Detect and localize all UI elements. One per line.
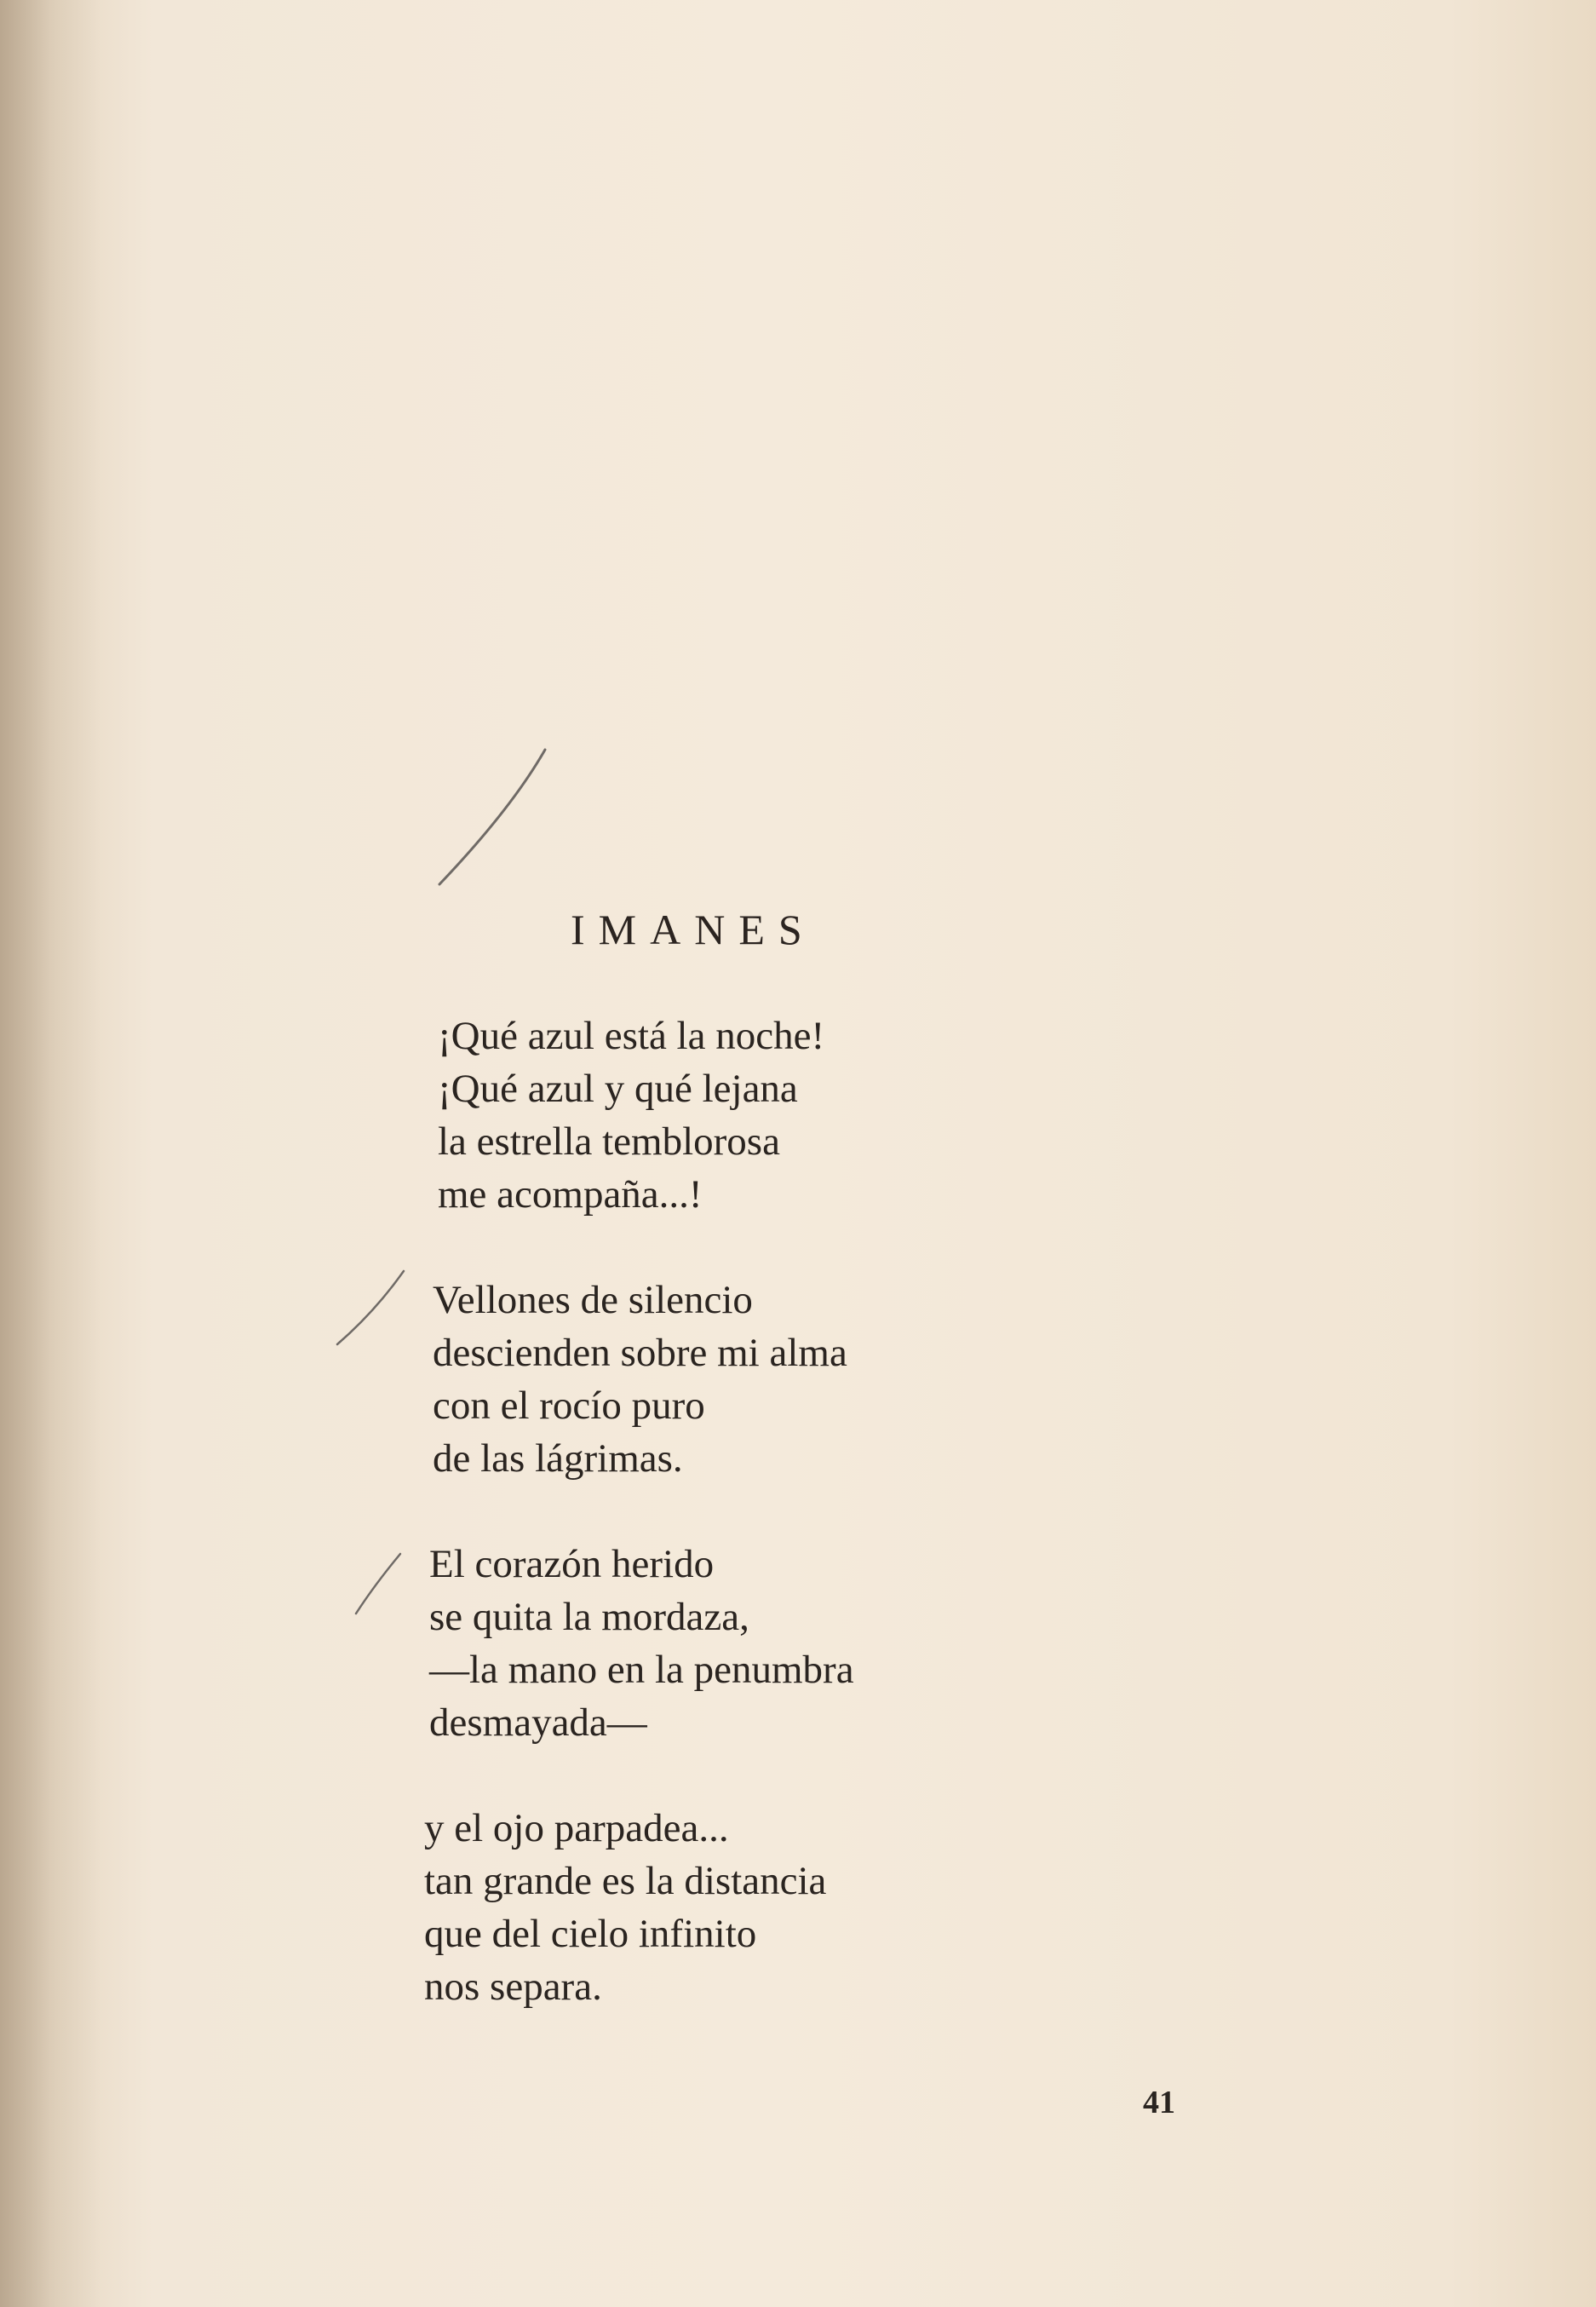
page-number: 41 bbox=[1143, 2085, 1175, 2120]
poem-line: desmayada— bbox=[429, 1700, 647, 1745]
stanza-2 bbox=[433, 1274, 1071, 1485]
poem-line: ¡Qué azul está la noche! bbox=[438, 1014, 825, 1058]
poem-line: de las lágrimas. bbox=[433, 1436, 683, 1481]
poem-line: —la mano en la penumbra bbox=[429, 1648, 854, 1692]
poem-line: me acompaña...! bbox=[438, 1172, 703, 1217]
poem-body bbox=[424, 1010, 1071, 2066]
pencil-tick-stanza-2 bbox=[337, 1271, 404, 1344]
poem-line: la estrella temblorosa bbox=[438, 1119, 780, 1164]
poem-line: Vellones de silencio bbox=[433, 1278, 753, 1322]
poem-line: se quita la mordaza, bbox=[429, 1595, 749, 1639]
stanza-1 bbox=[438, 1010, 1071, 1221]
poem-line: ¡Qué azul y qué lejana bbox=[438, 1067, 798, 1111]
poem-line: El corazón herido bbox=[429, 1542, 715, 1586]
poem-line: que del cielo infinito bbox=[424, 1912, 757, 1956]
stanza-3 bbox=[429, 1538, 1071, 1749]
poem-line: descienden sobre mi alma bbox=[433, 1331, 847, 1375]
poem-line: tan grande es la distancia bbox=[424, 1859, 827, 1903]
poem-line: y el ojo parpadea... bbox=[424, 1806, 729, 1850]
poem-title: IMANES bbox=[571, 906, 816, 953]
pencil-tick-title bbox=[439, 750, 545, 884]
pencil-tick-stanza-3 bbox=[356, 1554, 400, 1614]
poem-line: nos separa. bbox=[424, 1965, 602, 2009]
poem-line: con el rocío puro bbox=[433, 1384, 705, 1428]
stanza-4 bbox=[424, 1802, 1071, 2013]
spine-shadow bbox=[0, 0, 102, 2307]
